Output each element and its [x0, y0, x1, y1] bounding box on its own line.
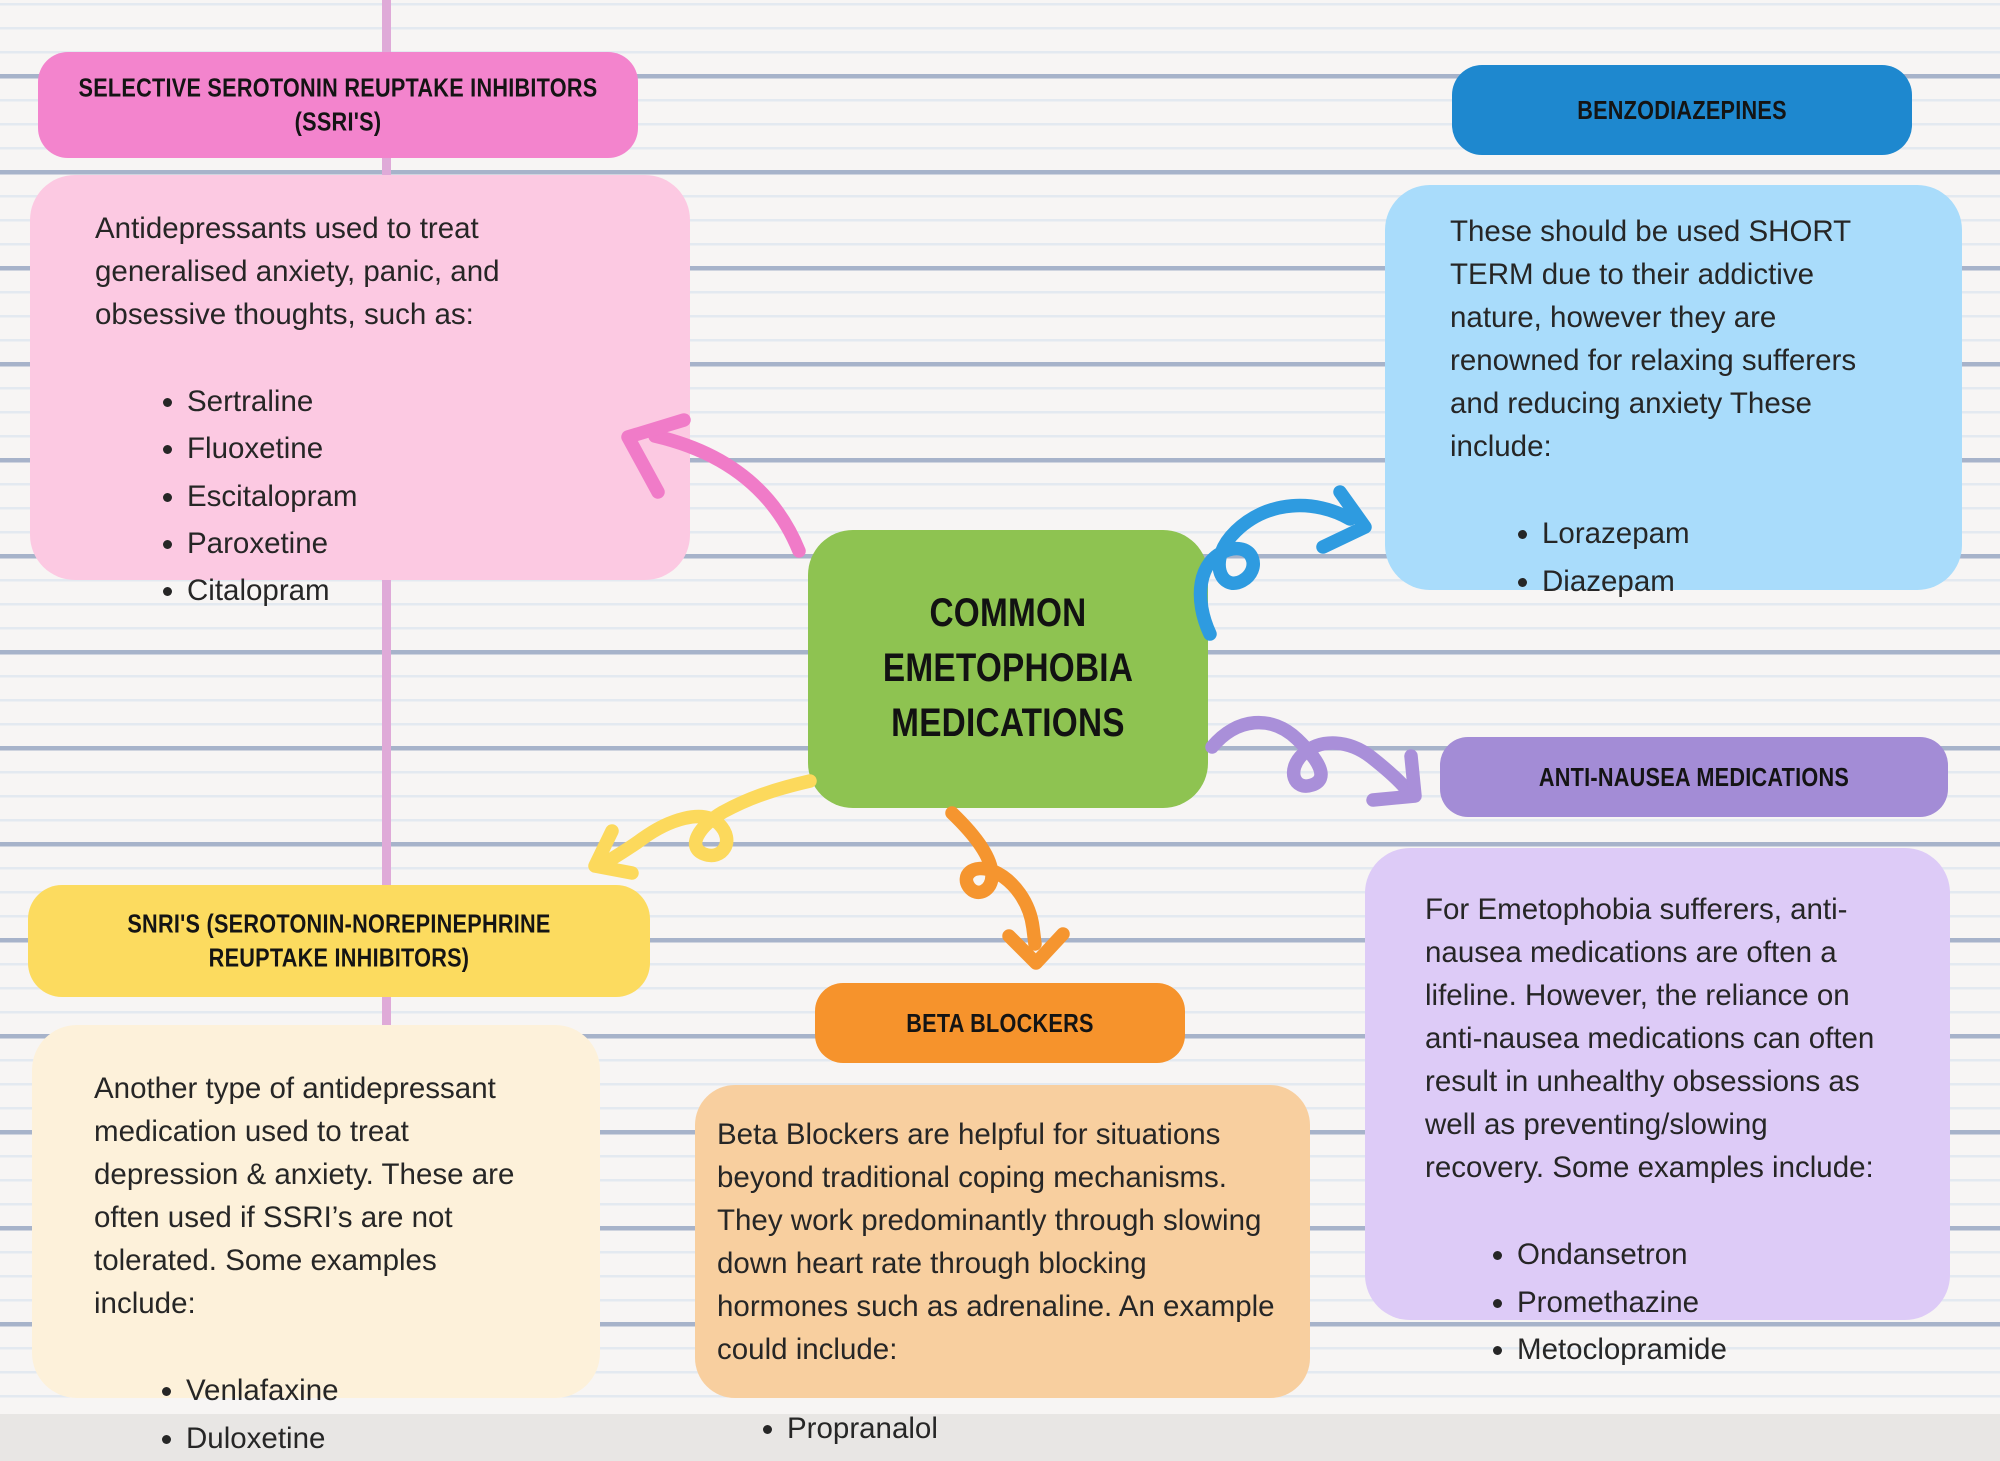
- anti-nausea-header-box: [1440, 737, 1948, 817]
- ssri-header-label: SELECTIVE SEROTONIN REUPTAKE INHIBITORS (SSRI'S): [78, 72, 598, 137]
- list-item: • Escitalopram: [187, 475, 635, 519]
- list-item: • Promethazine: [1517, 1281, 1895, 1325]
- beta-blockers-body-box: [695, 1085, 1310, 1446]
- ssri-intro-text: Antidepressants used to treat generalised anxiety, panic, and obsessive thoughts, such as:: [95, 212, 500, 332]
- snri-body-box: [32, 1025, 600, 1455]
- list-item: • Propranalol: [787, 1407, 1285, 1451]
- benzodiazepines-header-box: [1452, 65, 1912, 155]
- snri-header-label: SNRI'S (SEROTONIN-NOREPINEPHRINE REUPTAKE INHIBITORS): [127, 908, 551, 973]
- ssri-medication-list: [95, 380, 635, 613]
- ssri-header-box: [38, 52, 638, 158]
- anti-nausea-body-box: [1365, 848, 1950, 1366]
- arrow-to-anti-nausea-icon: [1212, 723, 1415, 800]
- list-item: • Lorazepam: [1542, 512, 1877, 556]
- benzodiazepines-header-label: BENZODIAZEPINES: [1577, 94, 1787, 125]
- list-item: • Sertraline: [187, 380, 635, 424]
- list-item: • Diazepam: [1542, 560, 1877, 604]
- anti-nausea-medication-list: [1425, 1233, 1895, 1372]
- anti-nausea-header-label: ANTI-NAUSEA MEDICATIONS: [1538, 761, 1850, 792]
- benzodiazepines-body-box: [1385, 185, 1962, 598]
- arrow-to-snri-icon: [595, 781, 810, 873]
- list-item: • Duloxetine: [186, 1417, 540, 1461]
- snri-header-box: [28, 885, 650, 997]
- list-item: • Fluoxetine: [187, 427, 635, 471]
- beta-blockers-header-label: BETA BLOCKERS: [906, 1007, 1094, 1038]
- ssri-body-box: [30, 175, 690, 608]
- benzodiazepines-medication-list: [1450, 512, 1877, 604]
- arrow-to-beta-blockers-icon: [952, 813, 1063, 963]
- benzodiazepines-intro-text: These should be used SHORT TERM due to their addictive nature, however they are renowned for relaxing sufferers and reducing anxiety These include:: [1450, 215, 1857, 464]
- beta-blockers-header-box: [815, 983, 1185, 1063]
- anti-nausea-intro-text: For Emetophobia sufferers, anti-nausea medications are often a lifeline. However, the reliance on anti-nausea medications can often result in unhealthy obsessions as well as preventing/slowing recovery. Some examples include:: [1425, 893, 1875, 1185]
- center-topic-box: [808, 530, 1208, 808]
- beta-blockers-intro-text: Beta Blockers are helpful for situations beyond traditional coping mechanisms. They work predominantly through slowing down heart rate through blocking hormones such as adrenaline. An example could include:: [717, 1118, 1275, 1367]
- beta-blockers-medication-list: [717, 1407, 1285, 1451]
- list-item: • Ondansetron: [1517, 1233, 1895, 1277]
- snri-intro-text: Another type of antidepressant medication used to treat depression & anxiety. These are often used if SSRI’s are not tolerated. Some examples include:: [94, 1072, 515, 1321]
- center-topic-title: COMMON EMETOPHOBIA MEDICATIONS: [882, 591, 1134, 746]
- arrow-to-benzodiazepines-icon: [1200, 492, 1365, 634]
- list-item: • Citalopram: [187, 569, 635, 613]
- list-item: • Metoclopramide: [1517, 1328, 1895, 1372]
- list-item: • Venlafaxine: [186, 1369, 540, 1413]
- snri-medication-list: [94, 1369, 540, 1461]
- list-item: • Paroxetine: [187, 522, 635, 566]
